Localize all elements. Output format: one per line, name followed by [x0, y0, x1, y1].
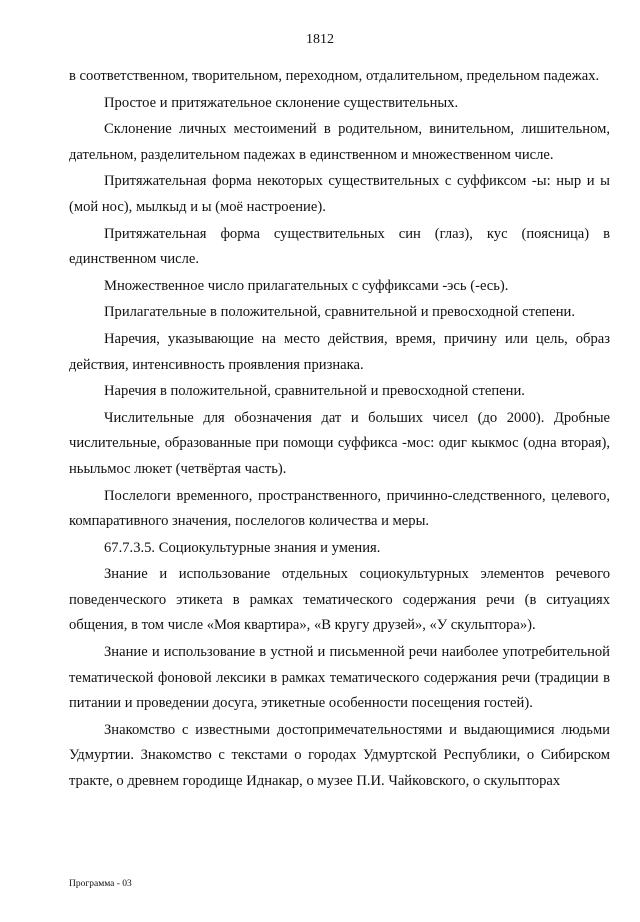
paragraph: Знание и использование отдельных социокультурных элементов речевого поведенческого этикета в рамках тематического содержания речи (в ситуациях общения, в том числе «Моя квартира», «В кругу друзей», «У скульптора»).	[69, 566, 610, 634]
paragraph: Знакомство с известными достопримечательностями и выдающимися людьми Удмуртии. Знакомство с текстами о городах Удмуртской Республики, о Сибирском тракте, о древнем городище Иднакар, о музее П.И. Чайковского, о скульпторах	[69, 721, 610, 790]
paragraph: Наречия, указывающие на место действия, время, причину или цель, образ действия, интенсивность проявления признака.	[69, 330, 610, 373]
document-body	[69, 64, 610, 795]
section-heading: 67.7.3.5. Социокультурные знания и умения.	[104, 539, 381, 556]
paragraph: Склонение личных местоимений в родительном, винительном, лишительном, дательном, разделительном падежах в единственном и множественном числе.	[69, 121, 610, 163]
paragraph: Притяжательная форма существительных син (глаз), кус (поясница) в единственном числе.	[69, 225, 610, 268]
page-number: 1812	[306, 32, 334, 47]
paragraph: Числительные для обозначения дат и больших чисел (до 2000). Дробные числительные, образованные при помощи суффикса -мос: одиг кыкмос (одна вторая), ньыльмос люкет (четвёртая часть).	[69, 409, 610, 477]
paragraph: Знание и использование в устной и письменной речи наиболее употребительной тематической фоновой лексики в рамках тематического содержания речи (традиции в питании и проведении досуга, этикетные особенности посещения гостей).	[69, 644, 610, 712]
paragraph: Прилагательные в положительной, сравнительной и превосходной степени.	[104, 304, 575, 321]
paragraph: Притяжательная форма некоторых существительных с суффиксом -ы: ныр и ы (мой нос), мылкыд и ы (моё настроение).	[69, 173, 610, 215]
paragraph: в соответственном, творительном, переходном, отдалительном, предельном падежах.	[69, 68, 600, 84]
paragraph: Наречия в положительной, сравнительной и превосходной степени.	[104, 383, 525, 400]
paragraph: Множественное число прилагательных с суффиксами -эсь (-есь).	[104, 277, 509, 294]
paragraph: Простое и притяжательное склонение существительных.	[104, 94, 459, 111]
paragraph: Послелоги временного, пространственного, причинно-следственного, целевого, компаративного значения, послелогов количества и меры.	[69, 487, 610, 530]
footer-label: Программа - 03	[69, 879, 132, 889]
